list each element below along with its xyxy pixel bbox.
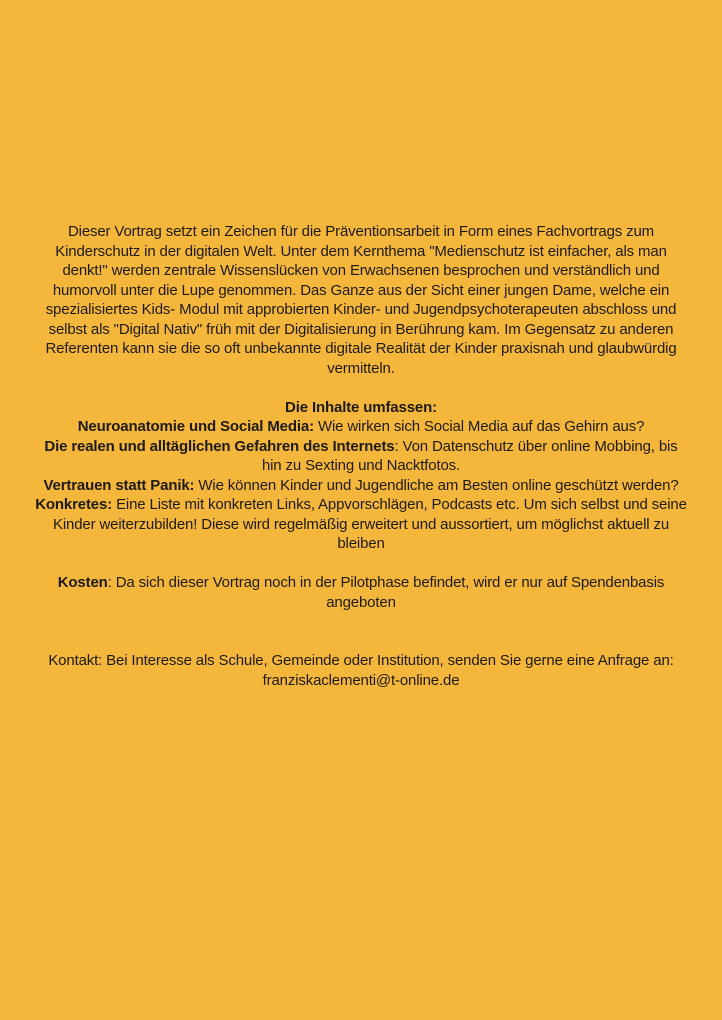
content-item-gefahren	[35, 437, 687, 476]
content-item-konkretes	[35, 495, 687, 554]
content-item-text: Wie können Kinder und Jugendliche am Besten online geschützt werden?	[194, 476, 679, 494]
content-item-label: Vertrauen statt Panik:	[43, 476, 195, 494]
contents-section	[35, 398, 687, 554]
contents-heading: Die Inhalte umfassen:	[285, 398, 437, 416]
content-item-label: Neuroanatomie und Social Media:	[77, 418, 314, 435]
intro-paragraph: Dieser Vortrag setzt ein Zeichen für die Präventionsarbeit in Form eines Fachvortrags zum Kinderschutz in der digitalen Welt. Unter dem Kernthema "Medienschutz ist einfacher, als man denkt!" werden zentrale Wissenslücken von Erwachsenen besprochen und verständlich und humorvoll unter die Lupe genommen. Das Ganze aus der Sicht einer jungen Dame, welche ein spezialisiertes Kids- Modul mit approbierten Kinder- und Jugendpsychoterapeuten abschloss und selbst als "Digital Nativ" früh mit der Digitalisierung in Berührung kam. Im Gegensatz zu anderen Referenten kann sie die so oft unbekannte digitale Realität der Kinder praxisnah und glaubwürdig vermitteln.	[45, 223, 677, 377]
content-item-text: Eine Liste mit konkreten Links, Appvorschlägen, Podcasts etc. Um sich selbst und seine Kinder weiterzubilden! Diese wird regelmäßig erweitert und aussortiert, um möglichst aktuell zu bleiben	[52, 496, 687, 552]
contact-line: Kontakt: Bei Interesse als Schule, Gemeinde oder Institution, senden Sie gerne eine Anfrage an:	[48, 652, 674, 669]
contact-paragraph	[35, 651, 687, 690]
cost-text: : Da sich dieser Vortrag noch in der Pilotphase befindet, wird er nur auf Spendenbasis angeboten	[107, 574, 665, 611]
content-item-vertrauen	[35, 476, 687, 496]
content-item-text: Wie wirken sich Social Media auf das Gehirn aus?	[313, 418, 645, 435]
cost-label: Kosten	[57, 574, 108, 591]
content-item-text: : Von Datenschutz über online Mobbing, bis hin zu Sexting und Nacktfotos.	[261, 437, 678, 474]
content-column	[35, 0, 687, 690]
content-item-label: Die realen und alltäglichen Gefahren des Internets	[44, 437, 395, 455]
cost-paragraph	[35, 573, 687, 612]
content-item-neuroanatomie	[35, 417, 687, 437]
content-item-label: Konkretes:	[35, 496, 113, 513]
contact-email: franziskaclementi@t-online.de	[262, 671, 460, 689]
